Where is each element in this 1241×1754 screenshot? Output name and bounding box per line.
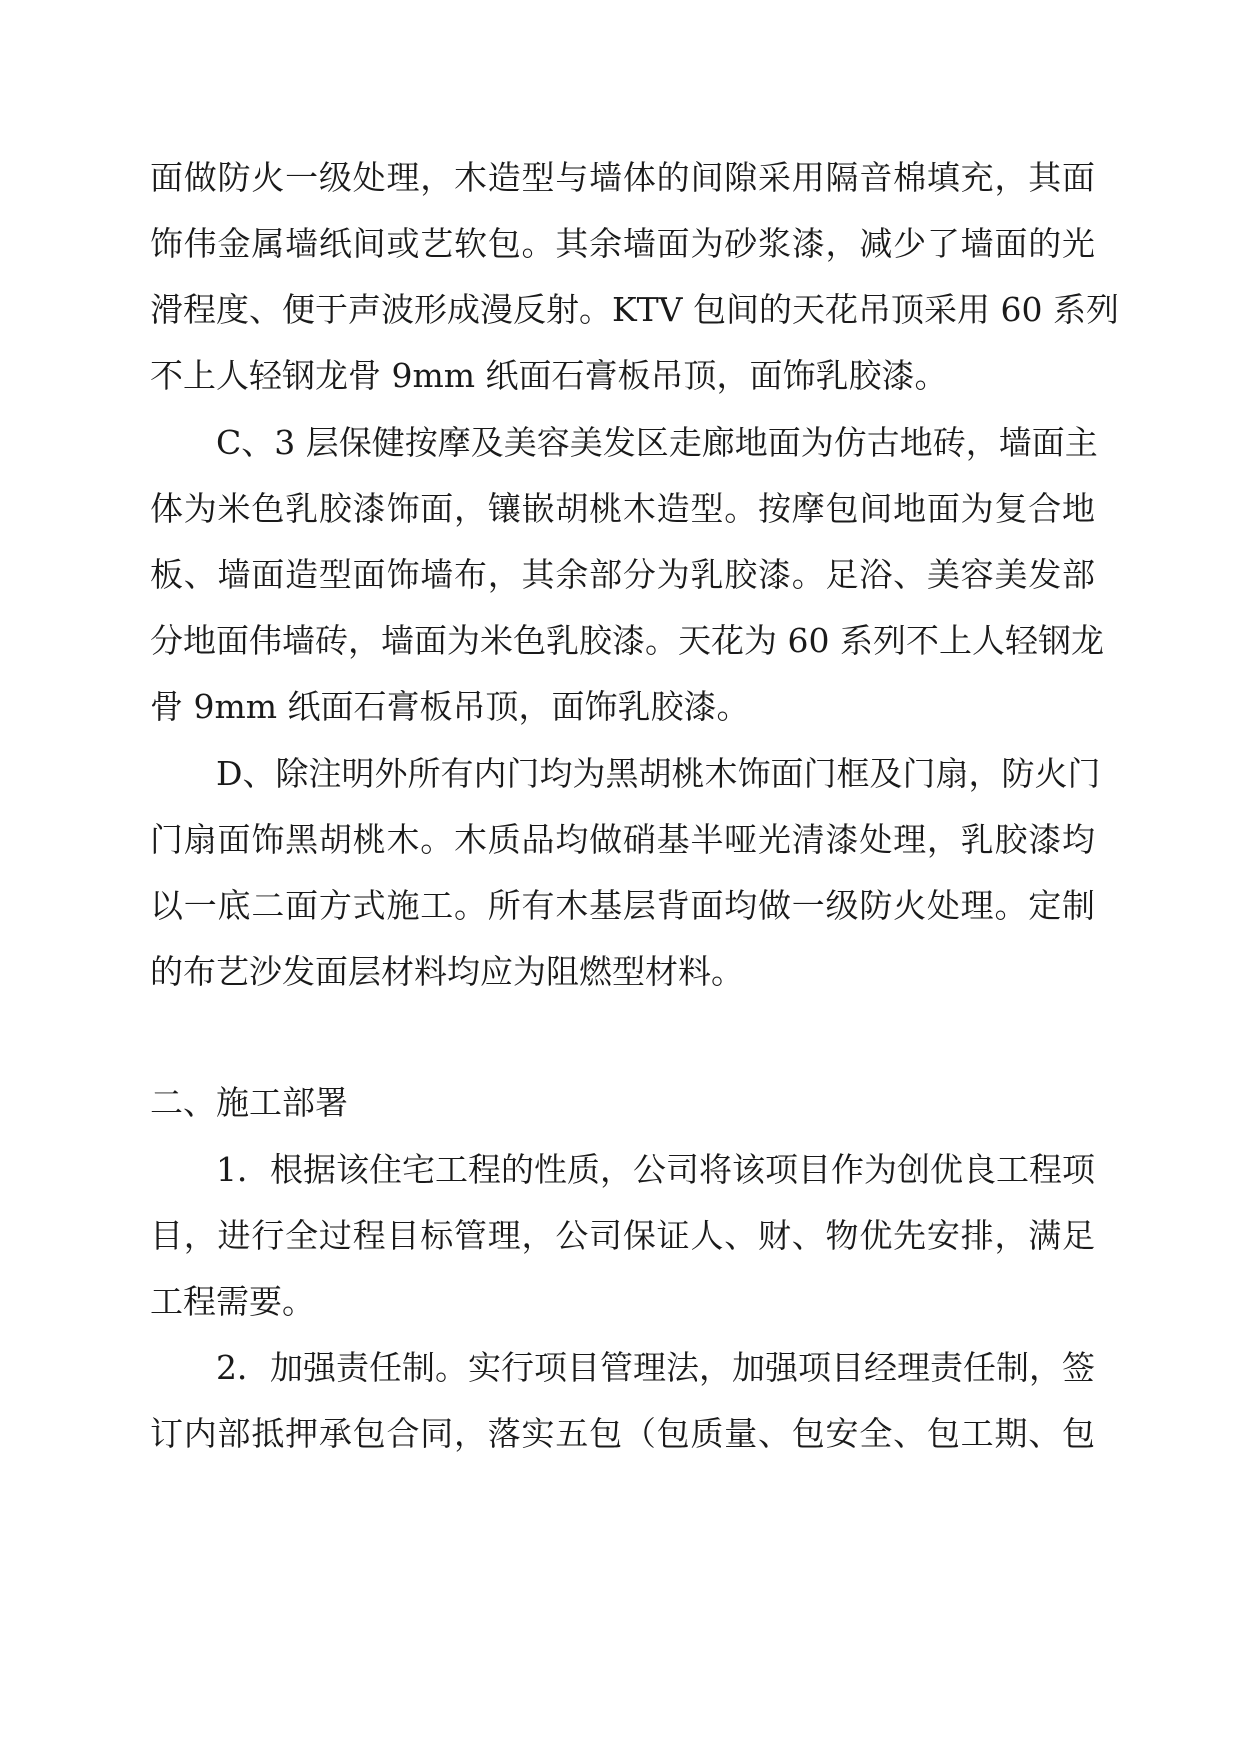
paragraph-line: 骨 9mm 纸面石膏板吊顶，面饰乳胶漆。 — [150, 687, 750, 726]
paragraph-line: 订内部抵押承包合同，落实五包（包质量、包安全、包工期、包 — [150, 1414, 1095, 1453]
paragraph-line: C、3 层保健按摩及美容美发区走廊地面为仿古地砖，墙面主 — [216, 423, 1098, 462]
paragraph-line: 分地面伟墙砖，墙面为米色乳胶漆。天花为 60 系列不上人轻钢龙 — [150, 621, 1104, 660]
paragraph-line: 门扇面饰黑胡桃木。木质品均做硝基半哑光清漆处理，乳胶漆均 — [150, 820, 1095, 859]
paragraph-line: 不上人轻钢龙骨 9mm 纸面石膏板吊顶，面饰乳胶漆。 — [150, 356, 948, 395]
paragraph-line: 体为米色乳胶漆饰面，镶嵌胡桃木造型。按摩包间地面为复合地 — [150, 489, 1095, 528]
paragraph-line: 饰伟金属墙纸间或艺软包。其余墙面为砂浆漆，减少了墙面的光 — [150, 224, 1095, 263]
paragraph-line: D、除注明外所有内门均为黑胡桃木饰面门框及门扇，防火门 — [216, 754, 1101, 793]
paragraph-line: 滑程度、便于声波形成漫反射。KTV 包间的天花吊顶采用 60 系列 — [150, 290, 1119, 329]
section-heading: 二、施工部署 — [150, 1083, 348, 1122]
paragraph-line: 板、墙面造型面饰墙布，其余部分为乳胶漆。足浴、美容美发部 — [150, 555, 1095, 594]
paragraph-line: 1．根据该住宅工程的性质，公司将该项目作为创优良工程项 — [216, 1150, 1095, 1189]
paragraph-line: 工程需要。 — [150, 1282, 315, 1321]
paragraph-line: 目，进行全过程目标管理，公司保证人、财、物优先安排，满足 — [150, 1216, 1095, 1255]
paragraph-line: 面做防火一级处理，木造型与墙体的间隙采用隔音棉填充，其面 — [150, 158, 1095, 197]
paragraph-line: 以一底二面方式施工。所有木基层背面均做一级防火处理。定制 — [150, 886, 1095, 925]
paragraph-line: 2．加强责任制。实行项目管理法，加强项目经理责任制，签 — [216, 1348, 1095, 1387]
paragraph-line: 的布艺沙发面层材料均应为阻燃型材料。 — [150, 952, 744, 991]
